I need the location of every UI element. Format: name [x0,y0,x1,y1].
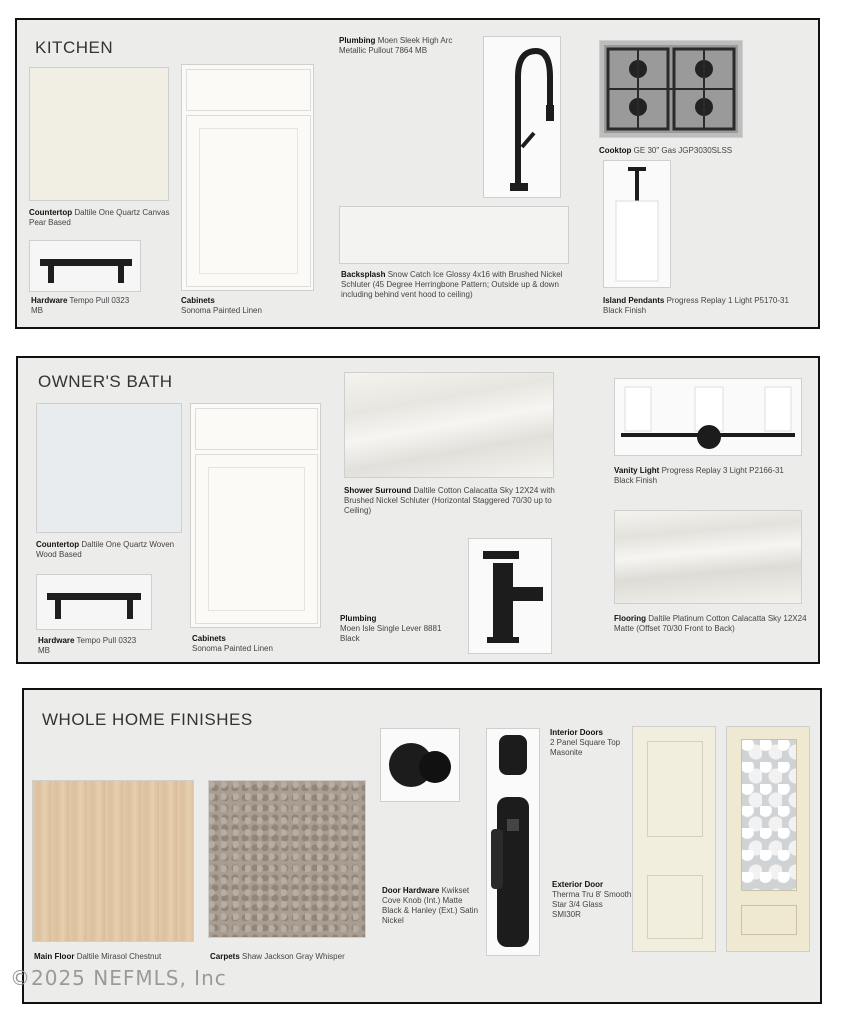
bath-shower-label: Shower Surround [344,486,412,495]
bath-faucet-swatch [468,538,552,654]
pull-handle-icon [37,575,151,629]
door-hardware-caption [382,886,482,926]
whole-home-panel [22,688,822,1004]
bath-plumbing-text: Moen Isle Single Lever 8881 Black [340,624,442,643]
bath-cabinets-label: Cabinets [192,634,226,643]
kitchen-backsplash-swatch [339,206,569,264]
carpet-caption [210,952,370,962]
kitchen-backsplash-label: Backsplash [341,270,386,279]
kitchen-plumbing-text: Moen Sleek High Arc Metallic Pullout 7864 MB [339,36,453,55]
bath-flooring-caption [614,614,809,634]
main-floor-text: Daltile Mirasol Chestnut [76,952,162,961]
door-knob-swatch [380,728,460,802]
bath-vanity-light-label: Vanity Light [614,466,660,475]
bath-countertop-label: Countertop [36,540,80,549]
cabinet-panel [186,115,311,287]
bath-countertop-caption [36,540,186,560]
kitchen-cabinets-label: Cabinets [181,296,215,305]
bath-countertop-swatch [36,403,182,533]
bath-shower-caption [344,486,574,516]
carpet-text: Shaw Jackson Gray Whisper [242,952,345,961]
kitchen-countertop-text: Daltile One Quartz Canvas Pear Based [29,208,170,227]
main-floor-swatch [32,780,194,942]
cabinet-drawer [186,69,311,111]
bath-cabinets-text: Sonoma Painted Linen [192,644,273,653]
cooktop-grate-icon [600,41,742,137]
bath-flooring-text: Daltile Platinum Cotton Calacatta Sky 12X24 Matte (Offset 70/30 Front to Back) [614,614,807,633]
main-floor-caption [34,952,199,962]
bath-panel [16,356,820,664]
bath-hardware-swatch [36,574,152,630]
kitchen-cabinets-caption [181,296,321,316]
bath-cabinets-caption [192,634,332,654]
kitchen-plumbing-caption [339,36,459,56]
kitchen-panel [15,18,820,329]
bath-title: OWNER'S BATH [38,372,173,391]
kitchen-cabinet-swatch [181,64,314,291]
interior-doors-caption [550,728,630,758]
bath-flooring-label: Flooring [614,614,646,623]
door-hardware-label: Door Hardware [382,886,440,895]
door-panel-top [647,741,703,837]
kitchen-hardware-swatch [29,240,141,292]
kitchen-countertop-label: Countertop [29,208,73,217]
bath-plumbing-label: Plumbing [340,614,377,623]
carpet-label: Carpets [210,952,240,961]
interior-doors-label: Interior Doors [550,728,603,737]
kitchen-cooktop-caption [599,146,779,156]
cabinet-inset [199,128,298,274]
handleset-icon [487,729,539,955]
faucet-icon [469,539,551,653]
bath-vanity-light-text: Progress Replay 3 Light P2166-31 Black Finish [614,466,784,485]
watermark: ©2025 NEFMLS, Inc [10,966,227,990]
bath-shower-swatch [344,372,554,478]
pendant-light-icon [604,161,670,287]
interior-door-swatch [632,726,716,952]
kitchen-pendants-text: Progress Replay 1 Light P5170-31 Black Finish [603,296,789,315]
kitchen-backsplash-text: Snow Catch Ice Glossy 4x16 with Brushed Nickel Schluter (45 Degree Herringbone Pattern; Outside up & down including behind vent hood to ceiling) [341,270,563,299]
bath-hardware-label: Hardware [38,636,75,645]
bath-cabinet-swatch [190,403,321,628]
kitchen-title: KITCHEN [35,38,114,57]
kitchen-cooktop-swatch [599,40,743,138]
door-hardware-text: Kwikset Cove Knob (Int.) Matte Black & Hanley (Ext.) Satin Nickel [382,886,479,925]
whole-home-title: WHOLE HOME FINISHES [42,710,253,729]
bath-vanity-light-swatch [614,378,802,456]
kitchen-countertop-swatch [29,67,169,201]
bath-hardware-text: Tempo Pull 0323 MB [38,636,137,655]
carpet-swatch [208,780,366,938]
kitchen-backsplash-caption [341,270,581,300]
kitchen-hardware-caption [31,296,141,316]
bath-shower-text: Daltile Cotton Calacatta Sky 12X24 with Brushed Nickel Schluter (Horizontal Staggered 70/30 up to Ceiling) [344,486,555,515]
cabinet-drawer [195,408,318,450]
kitchen-cabinets-text: Sonoma Painted Linen [181,306,262,315]
kitchen-hardware-text: Tempo Pull 0323 MB [31,296,130,315]
bath-flooring-swatch [614,510,802,604]
interior-doors-text: 2 Panel Square Top Masonite [550,738,621,757]
bath-vanity-light-caption [614,466,804,486]
kitchen-pendants-caption [603,296,803,316]
door-panel-bottom [647,875,703,939]
door-glass [741,739,797,891]
kitchen-plumbing-label: Plumbing [339,36,376,45]
kitchen-faucet-swatch [483,36,561,198]
kitchen-hardware-label: Hardware [31,296,68,305]
exterior-door-label: Exterior Door [552,880,604,889]
door-knob-icon [381,729,459,801]
kitchen-cooktop-text: GE 30" Gas JGP3030SLSS [633,146,733,155]
kitchen-cooktop-label: Cooktop [599,146,632,155]
handleset-swatch [486,728,540,956]
exterior-door-swatch [726,726,810,952]
faucet-icon [484,37,560,197]
bath-hardware-caption [38,636,148,656]
bath-plumbing-caption [340,614,450,644]
pull-handle-icon [30,241,140,291]
cabinet-inset [208,467,305,611]
main-floor-label: Main Floor [34,952,75,961]
vanity-light-icon [615,379,801,455]
kitchen-countertop-caption [29,208,179,228]
door-panel-bottom [741,905,797,935]
kitchen-pendant-swatch [603,160,671,288]
exterior-door-caption [552,880,632,920]
cabinet-panel [195,454,318,624]
kitchen-pendants-label: Island Pendants [603,296,665,305]
exterior-door-text: Therma Tru 8' Smooth Star 3/4 Glass SMI30R [552,890,632,919]
bath-countertop-text: Daltile One Quartz Woven Wood Based [36,540,175,559]
